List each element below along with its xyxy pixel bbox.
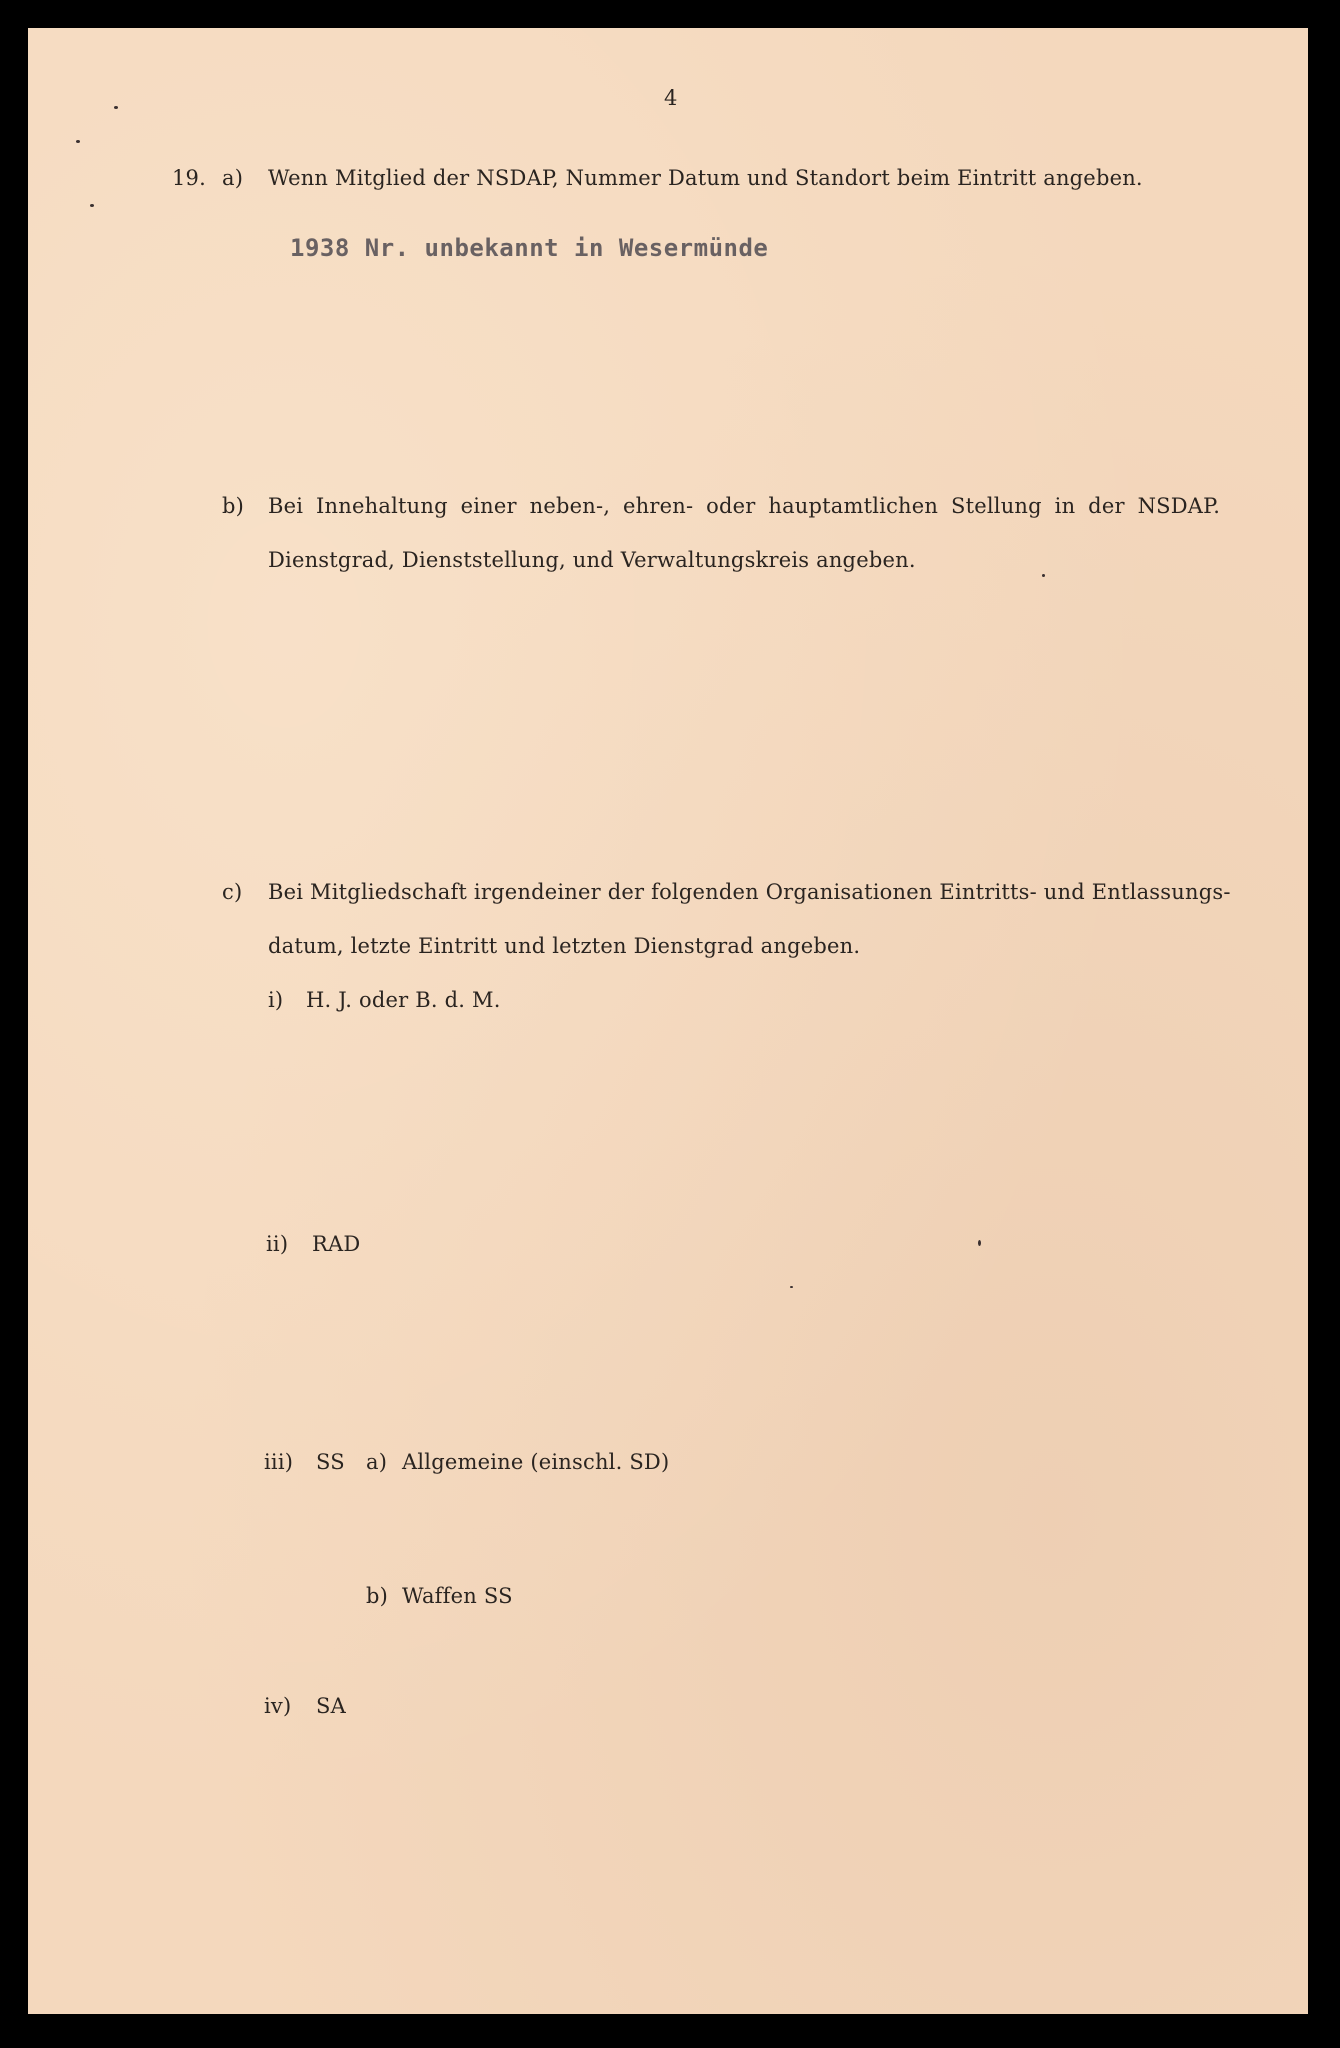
- document-page: [28, 28, 1308, 2014]
- q19c-ss-sub-label: a): [366, 1450, 388, 1474]
- q19c-item-hj-bdm: H. J. oder B. d. M.: [306, 988, 501, 1012]
- q19c-text-line2: datum, letzte Eintritt und letzten Dienstgrad angeben.: [268, 934, 861, 958]
- q19c-item-label: iv): [264, 1694, 292, 1718]
- paper-speck: [978, 1240, 981, 1246]
- q19c-item-sa: SA: [316, 1694, 346, 1718]
- paper-speck: [76, 140, 80, 143]
- q19c-text-line1: Bei Mitgliedschaft irgendeiner der folgenden Organisationen Eintritts- und Entlassungs-: [268, 880, 1231, 904]
- q19c-item-label: iii): [264, 1450, 294, 1474]
- q19b-label: b): [222, 494, 245, 518]
- paper-speck: [790, 1286, 793, 1288]
- q19c-item-ss: SS: [316, 1450, 345, 1474]
- q19c-ss-allgemeine: Allgemeine (einschl. SD): [402, 1450, 670, 1474]
- paper-speck: [114, 106, 118, 109]
- q19b-text-line1: Bei Innehaltung einer neben-, ehren- oder hauptamtlichen Stellung in der NSDAP.: [268, 494, 1221, 518]
- q19b-text-line2: Dienstgrad, Dienststellung, und Verwaltungskreis angeben.: [268, 548, 916, 572]
- q19c-item-label: ii): [266, 1232, 289, 1256]
- q19c-item-rad: RAD: [312, 1232, 361, 1256]
- paper-speck: [90, 204, 94, 207]
- question-number: 19.: [172, 166, 206, 190]
- q19c-ss-waffen: Waffen SS: [402, 1584, 513, 1608]
- q19a-text: Wenn Mitglied der NSDAP, Nummer Datum und Standort beim Eintritt angeben.: [268, 166, 1143, 190]
- q19c-label: c): [222, 880, 243, 904]
- q19a-typed-answer: 1938 Nr. unbekannt in Wesermünde: [290, 234, 769, 262]
- page-number: 4: [664, 86, 678, 110]
- q19a-label: a): [222, 166, 244, 190]
- q19c-ss-sub-label: b): [366, 1584, 389, 1608]
- paper-speck: [1042, 574, 1045, 577]
- q19c-item-label: i): [268, 988, 284, 1012]
